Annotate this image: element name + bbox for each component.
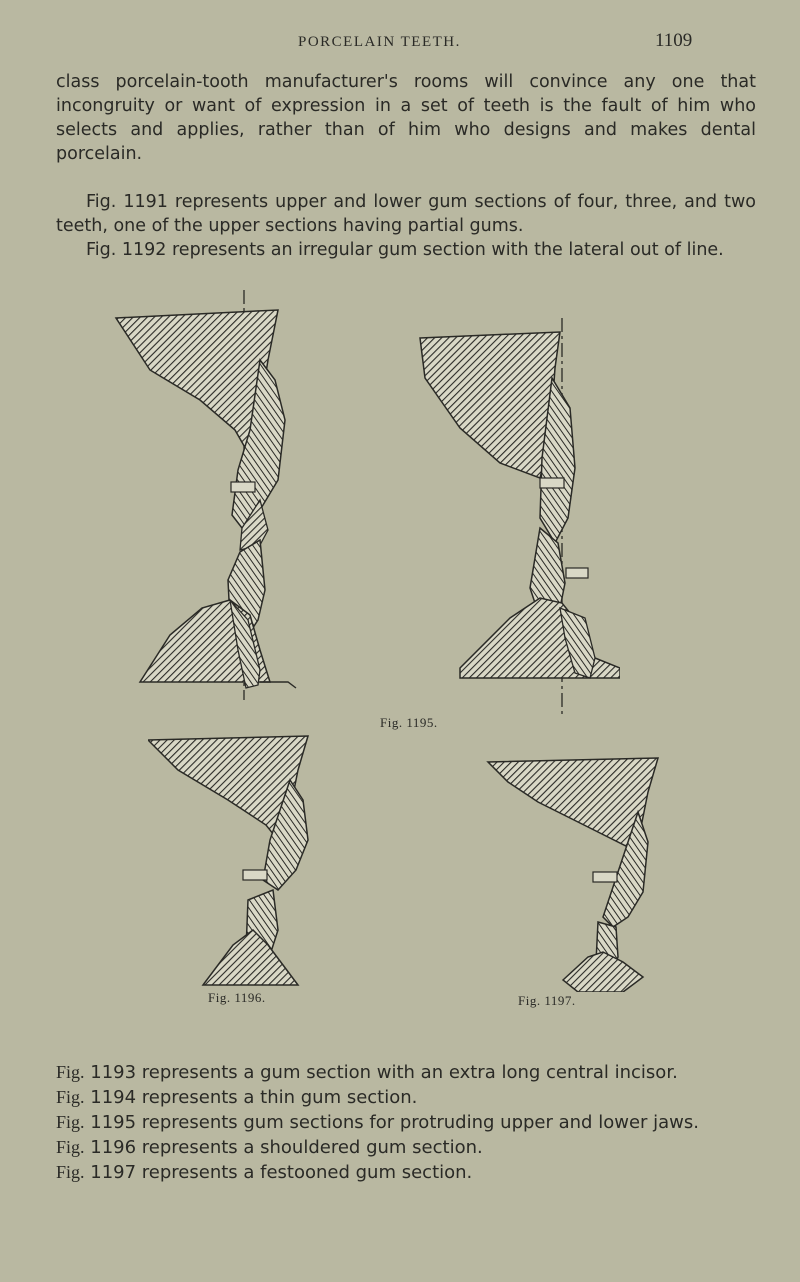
description-1195 xyxy=(56,1110,756,1135)
description-1194 xyxy=(56,1085,756,1110)
description-text: 1195 represents gum sections for protruding upper and lower jaws. xyxy=(90,1112,699,1133)
fig-label: Fig. xyxy=(56,1112,85,1132)
running-title: PORCELAIN TEETH. xyxy=(298,34,461,50)
description-text: 1193 represents a gum section with an extra long central incisor. xyxy=(90,1062,678,1083)
page-header xyxy=(0,30,800,58)
fig-label: Fig. xyxy=(56,1137,85,1157)
description-text: 1197 represents a festooned gum section. xyxy=(90,1162,473,1183)
caption-fig-1195: Fig. 1195. xyxy=(380,715,438,730)
paragraph-2: Fig. 1191 represents upper and lower gum sections of four, three, and two teeth, one of the upper sections having partial gums. xyxy=(56,192,756,236)
description-1193 xyxy=(56,1060,756,1085)
figure-descriptions xyxy=(56,1060,756,1185)
figure-1195-left-diagram xyxy=(110,290,310,700)
figure-1197-diagram xyxy=(478,752,678,992)
description-text: 1196 represents a shouldered gum section. xyxy=(90,1137,483,1158)
fig-label: Fig. xyxy=(56,1162,85,1182)
figure-1195-right-diagram xyxy=(390,318,620,718)
description-1197 xyxy=(56,1160,756,1185)
description-1196 xyxy=(56,1135,756,1160)
caption-fig-1196: Fig. 1196. xyxy=(208,990,266,1005)
fig-label: Fig. xyxy=(56,1062,85,1082)
description-text: 1194 represents a thin gum section. xyxy=(90,1087,418,1108)
caption-fig-1197: Fig. 1197. xyxy=(518,993,576,1008)
paragraph-3: Fig. 1192 represents an irregular gum section with the lateral out of line. xyxy=(86,240,724,260)
page-number: 1109 xyxy=(655,30,693,51)
fig-label: Fig. xyxy=(56,1087,85,1107)
figure-1196-diagram xyxy=(148,730,328,990)
paragraph-1: class porcelain-tooth manufacturer's rooms will convince any one that incongruity or want of expression in a set of teeth is the fault of him who selects and applies, rather than of him who designs and makes dental porcelain. xyxy=(56,72,756,164)
